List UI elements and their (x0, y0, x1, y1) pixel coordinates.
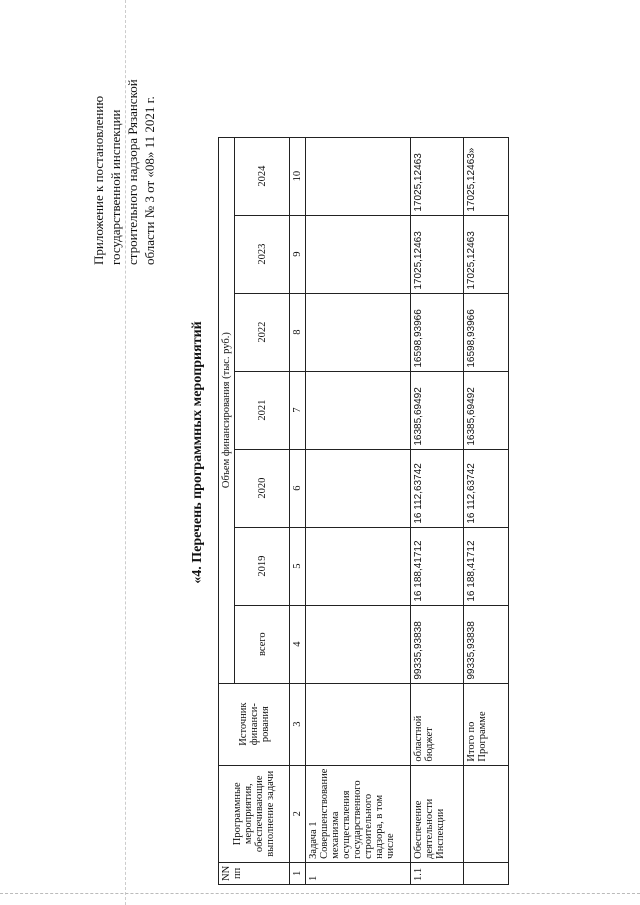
value-cell: 16598,93966 (411, 293, 464, 371)
total-value-cell: 16 188,41712 (464, 527, 509, 605)
total-value-cell: 16385,69492 (464, 371, 509, 449)
year-cell: 2019 (235, 527, 290, 605)
row-nn: 1.1 (411, 862, 464, 884)
col-number: 7 (290, 371, 306, 449)
value-cell: 17025,12463 (411, 137, 464, 215)
value-cell: 99335,93838 (411, 605, 464, 683)
year-cell: 2021 (235, 371, 290, 449)
col-number: 5 (290, 527, 306, 605)
header-measures: Программные мероприятия, обеспечивающие выполнение задачи (219, 765, 290, 862)
total-value-cell: 99335,93838 (464, 605, 509, 683)
approval-line-3: строительного надзора Рязанской (125, 79, 140, 265)
table-header-row (219, 137, 235, 884)
col-number: 10 (290, 137, 306, 215)
table-row-activity (411, 137, 464, 884)
table-row-task (306, 137, 411, 884)
approval-line-4: области № 3 от «08» 11 2021 г. (142, 96, 157, 265)
col-number: 8 (290, 293, 306, 371)
year-cell: 2023 (235, 215, 290, 293)
year-cell: всего (235, 605, 290, 683)
total-value-cell: 17025,12463» (464, 137, 509, 215)
value-cell: 16 112,63742 (411, 449, 464, 527)
year-cell: 2024 (235, 137, 290, 215)
total-value-cell: 16598,93966 (464, 293, 509, 371)
approval-line-2: государственной инспекции (108, 109, 123, 265)
col-number: 1 (290, 862, 306, 884)
col-number: 9 (290, 215, 306, 293)
rotated-content (90, 0, 640, 905)
value-cell: 17025,12463 (411, 215, 464, 293)
task-description: Задача 1 Совершенствование механизма осуществления государственного строительного надзора, в том числе (306, 765, 411, 862)
program-measures-table (218, 137, 509, 885)
col-number: 3 (290, 683, 306, 765)
value-cell: 16385,69492 (411, 371, 464, 449)
header-source: Источник финанси- рования (219, 683, 290, 765)
column-numbers-row (290, 137, 306, 884)
total-source-cell: Итого по Программе (464, 683, 509, 765)
table-row-total (464, 137, 509, 884)
approval-line-1: Приложение к постановлению (91, 95, 106, 265)
value-cell: 16 188,41712 (411, 527, 464, 605)
col-number: 4 (290, 605, 306, 683)
activity-description: Обеспечение деятельности Инспекции (411, 765, 464, 862)
source-cell: областной бюджет (411, 683, 464, 765)
col-number: 2 (290, 765, 306, 862)
total-value-cell: 16 112,63742 (464, 449, 509, 527)
header-volume: Объем финансирования (тыс. руб.) (219, 137, 235, 683)
year-cell: 2022 (235, 293, 290, 371)
header-nn: NN пп (219, 862, 290, 884)
year-cell: 2020 (235, 449, 290, 527)
col-number: 6 (290, 449, 306, 527)
approval-stamp-text (90, 40, 158, 265)
total-value-cell: 17025,12463 (464, 215, 509, 293)
row-nn: 1 (306, 862, 411, 884)
document-title: «4. Перечень программных мероприятий (190, 321, 205, 584)
